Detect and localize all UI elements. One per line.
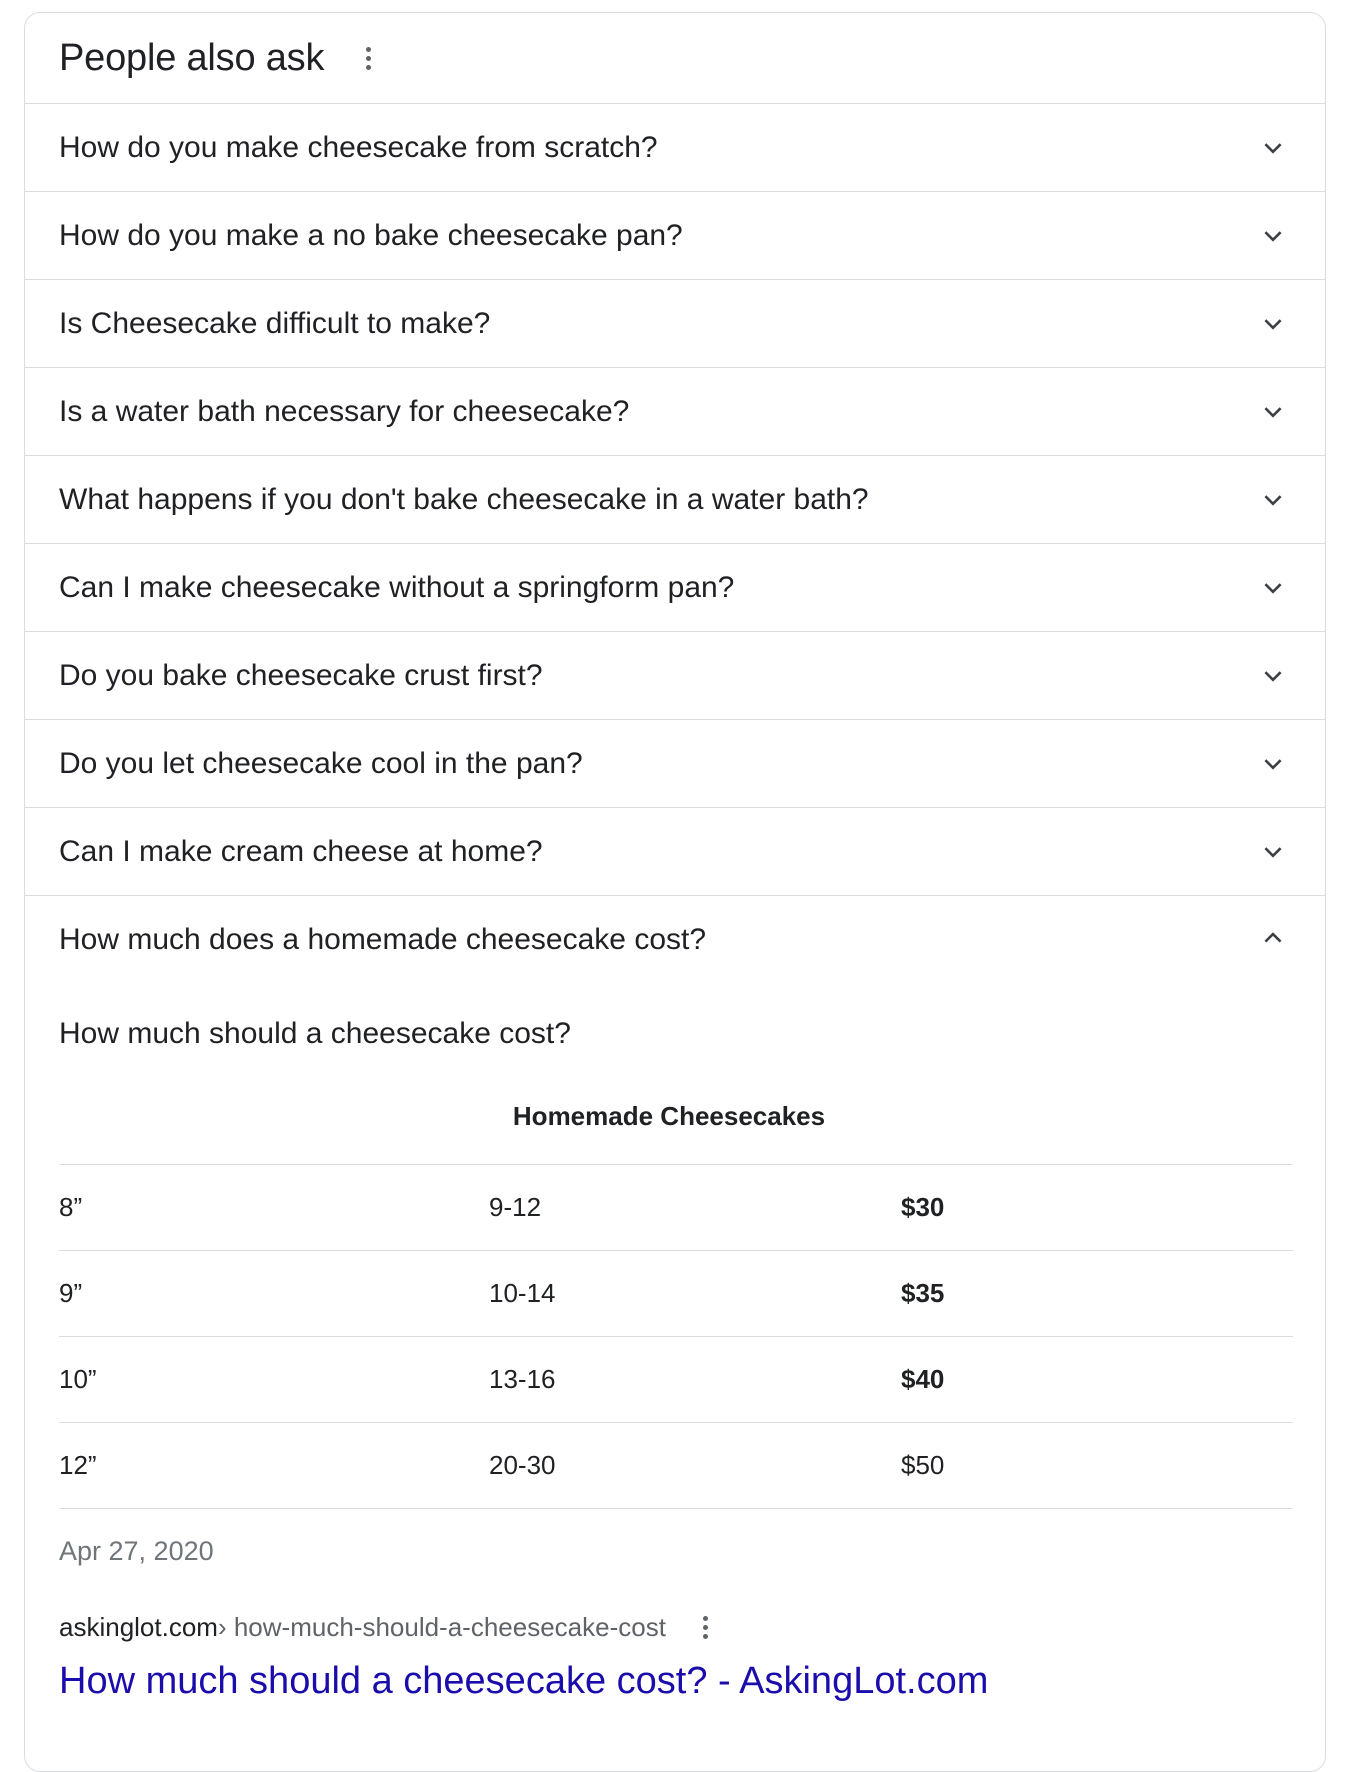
size-cell: 9”	[59, 1278, 83, 1308]
answer-panel	[25, 1008, 1325, 1707]
question-row[interactable]	[25, 808, 1325, 896]
table-row	[59, 1337, 1293, 1423]
question-text: How do you make a no bake cheesecake pan?	[59, 218, 683, 252]
result-title-link[interactable]: How much should a cheesecake cost? - AskingLot.com	[59, 1660, 989, 1702]
price-cell: $35	[901, 1278, 945, 1308]
question-row[interactable]	[25, 632, 1325, 720]
answer-date: Apr 27, 2020	[59, 1536, 214, 1566]
people-also-ask-card	[24, 12, 1326, 1772]
chevron-down-icon[interactable]	[1259, 222, 1287, 250]
servings-cell: 10-14	[489, 1278, 556, 1308]
question-row[interactable]	[25, 368, 1325, 456]
price-table	[59, 1164, 1293, 1509]
question-text: Do you let cheesecake cool in the pan?	[59, 746, 583, 780]
question-row[interactable]	[25, 456, 1325, 544]
table-row	[59, 1165, 1293, 1251]
chevron-down-icon[interactable]	[1259, 310, 1287, 338]
chevron-up-icon[interactable]	[1259, 926, 1287, 954]
chevron-down-icon[interactable]	[1259, 662, 1287, 690]
table-title: Homemade Cheesecakes	[512, 1101, 826, 1131]
question-row[interactable]	[25, 192, 1325, 280]
source-domain: askinglot.com	[59, 1611, 218, 1642]
question-row[interactable]	[25, 280, 1325, 368]
source-breadcrumb	[59, 1607, 1291, 1647]
chevron-down-icon[interactable]	[1259, 750, 1287, 778]
question-text: How do you make cheesecake from scratch?	[59, 130, 658, 164]
question-row-expanded[interactable]	[25, 896, 1325, 984]
price-cell: $40	[901, 1364, 945, 1394]
question-text: Is a water bath necessary for cheesecake?	[59, 394, 630, 428]
question-text: Can I make cheesecake without a springform pan?	[59, 570, 735, 604]
servings-cell: 13-16	[489, 1364, 556, 1394]
question-row[interactable]	[25, 104, 1325, 192]
chevron-down-icon[interactable]	[1259, 574, 1287, 602]
question-text: Do you bake cheesecake crust first?	[59, 658, 543, 692]
price-cell: $30	[901, 1192, 945, 1222]
question-text: Is Cheesecake difficult to make?	[59, 306, 491, 340]
answer-heading: How much should a cheesecake cost?	[59, 1017, 571, 1050]
question-text: Can I make cream cheese at home?	[59, 834, 543, 868]
servings-cell: 20-30	[489, 1450, 556, 1480]
chevron-down-icon[interactable]	[1259, 134, 1287, 162]
card-title: People also ask	[59, 36, 325, 79]
question-list	[25, 104, 1325, 984]
size-cell: 12”	[59, 1450, 97, 1480]
table-row	[59, 1251, 1293, 1337]
question-text: How much does a homemade cheesecake cost?	[59, 923, 707, 956]
source-path: › how-much-should-a-cheesecake-cost	[217, 1611, 666, 1642]
chevron-down-icon[interactable]	[1259, 486, 1287, 514]
more-vert-icon[interactable]	[696, 1610, 716, 1644]
servings-cell: 9-12	[489, 1192, 542, 1222]
size-cell: 8”	[59, 1192, 83, 1222]
table-row	[59, 1423, 1293, 1509]
price-cell: $50	[901, 1450, 945, 1480]
question-row[interactable]	[25, 720, 1325, 808]
chevron-down-icon[interactable]	[1259, 838, 1287, 866]
more-vert-icon[interactable]	[358, 38, 378, 78]
question-text: What happens if you don't bake cheesecake in a water bath?	[59, 482, 869, 516]
card-header	[25, 13, 1325, 104]
chevron-down-icon[interactable]	[1259, 398, 1287, 426]
size-cell: 10”	[59, 1364, 97, 1394]
question-row[interactable]	[25, 544, 1325, 632]
